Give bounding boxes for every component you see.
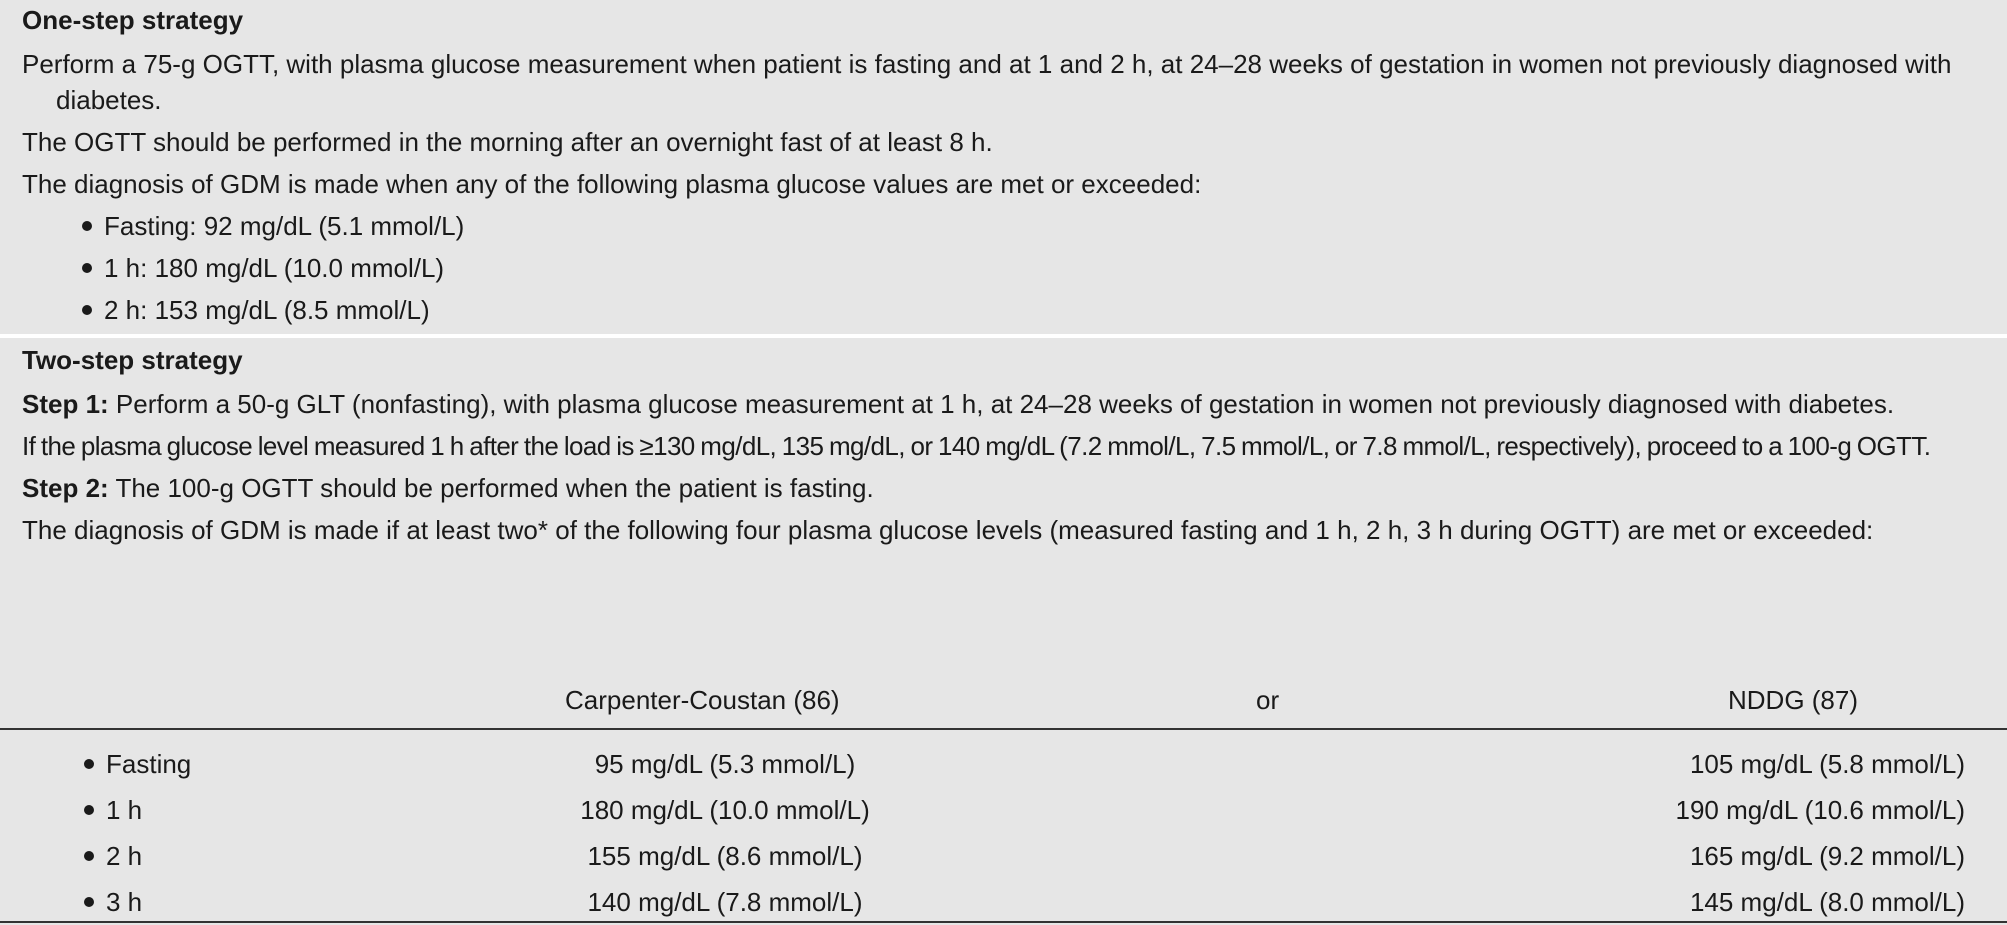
one-step-paragraph-ogtt: Perform a 75-g OGTT, with plasma glucose measurement when patient is fasting and at 1 and 2 h, at 24–28 weeks of gestation in women not previously diagnosed with diabetes. xyxy=(22,49,1952,115)
bullet-icon xyxy=(84,805,94,815)
one-step-paragraph-morning: The OGTT should be performed in the morning after an overnight fast of at least 8 h. xyxy=(22,127,993,157)
table-row xyxy=(0,880,2007,925)
table-row xyxy=(0,788,2007,834)
row-label xyxy=(84,884,142,920)
one-step-heading: One-step strategy xyxy=(22,5,244,35)
nddg-value: 145 mg/dL (8.0 mmol/L) xyxy=(1689,887,1965,917)
table-header-row xyxy=(0,674,2007,728)
one-step-section xyxy=(0,2,2007,334)
carpenter-coustan-value: 180 mg/dL (10.0 mmol/L) xyxy=(580,795,870,825)
list-item xyxy=(82,250,1981,292)
step2-text: The 100-g OGTT should be performed when the patient is fasting. xyxy=(108,473,874,503)
row-label xyxy=(84,792,142,828)
table-row xyxy=(0,834,2007,880)
table-header-rule xyxy=(0,728,2007,730)
one-step-threshold-list xyxy=(22,208,1981,334)
row-label xyxy=(84,838,142,874)
threshold-1h: 1 h: 180 mg/dL (10.0 mmol/L) xyxy=(104,253,445,283)
threshold-2h: 2 h: 153 mg/dL (8.5 mmol/L) xyxy=(104,295,430,325)
bullet-icon xyxy=(82,263,92,273)
one-step-paragraph-diagnosis: The diagnosis of GDM is made when any of the following plasma glucose values are met or exceeded: xyxy=(22,169,1202,199)
step1-text: Perform a 50-g GLT (nonfasting), with plasma glucose measurement at 1 h, at 24–28 weeks of gestation in women not previously diagnosed with diabetes. xyxy=(108,389,1895,419)
carpenter-coustan-value: 140 mg/dL (7.8 mmol/L) xyxy=(587,887,863,917)
nddg-value: 105 mg/dL (5.8 mmol/L) xyxy=(1689,749,1965,779)
table-row xyxy=(0,742,2007,788)
bullet-icon xyxy=(84,759,94,769)
row-label-text: 2 h xyxy=(106,841,143,871)
carpenter-coustan-value: 95 mg/dL (5.3 mmol/L) xyxy=(594,749,856,779)
section-divider xyxy=(0,334,2007,338)
step2-label: Step 2: xyxy=(22,473,109,503)
column-header-nddg: NDDG (87) xyxy=(1728,685,1859,715)
two-step-section xyxy=(0,342,2007,554)
two-step-heading: Two-step strategy xyxy=(22,345,243,375)
step2-paragraph xyxy=(22,470,1981,506)
column-header-or: or xyxy=(1256,685,1280,715)
threshold-fasting: Fasting: 92 mg/dL (5.1 mmol/L) xyxy=(104,211,465,241)
bullet-icon xyxy=(82,305,92,315)
row-label xyxy=(84,746,191,782)
list-item xyxy=(82,292,1981,334)
nddg-value: 165 mg/dL (9.2 mmol/L) xyxy=(1689,841,1965,871)
step1-label: Step 1: xyxy=(22,389,109,419)
column-header-carpenter-coustan: Carpenter-Coustan (86) xyxy=(565,685,840,715)
bullet-icon xyxy=(82,221,92,231)
list-item xyxy=(82,208,1981,250)
nddg-value: 190 mg/dL (10.6 mmol/L) xyxy=(1675,795,1965,825)
threshold-paragraph: If the plasma glucose level measured 1 h after the load is ≥130 mg/dL, 135 mg/dL, or 140 mg/dL (7.2 mmol/L, 7.5 mmol/L, or 7.8 mmol/L, respectively), proceed to a 100-g OGTT. xyxy=(22,431,1931,461)
row-label-text: 3 h xyxy=(106,887,143,917)
row-label-text: Fasting xyxy=(106,749,192,779)
table-bottom-rule xyxy=(0,921,2007,923)
diagnostic-criteria-table xyxy=(0,674,2007,917)
bullet-icon xyxy=(84,897,94,907)
table-body xyxy=(0,742,2007,925)
bullet-icon xyxy=(84,851,94,861)
row-label-text: 1 h xyxy=(106,795,143,825)
carpenter-coustan-value: 155 mg/dL (8.6 mmol/L) xyxy=(587,841,863,871)
two-step-diagnosis-paragraph: The diagnosis of GDM is made if at least two* of the following four plasma glucose levels (measured fasting and 1 h, 2 h, 3 h during OGTT) are met or exceeded: xyxy=(22,515,1874,545)
step1-paragraph xyxy=(22,386,1981,422)
